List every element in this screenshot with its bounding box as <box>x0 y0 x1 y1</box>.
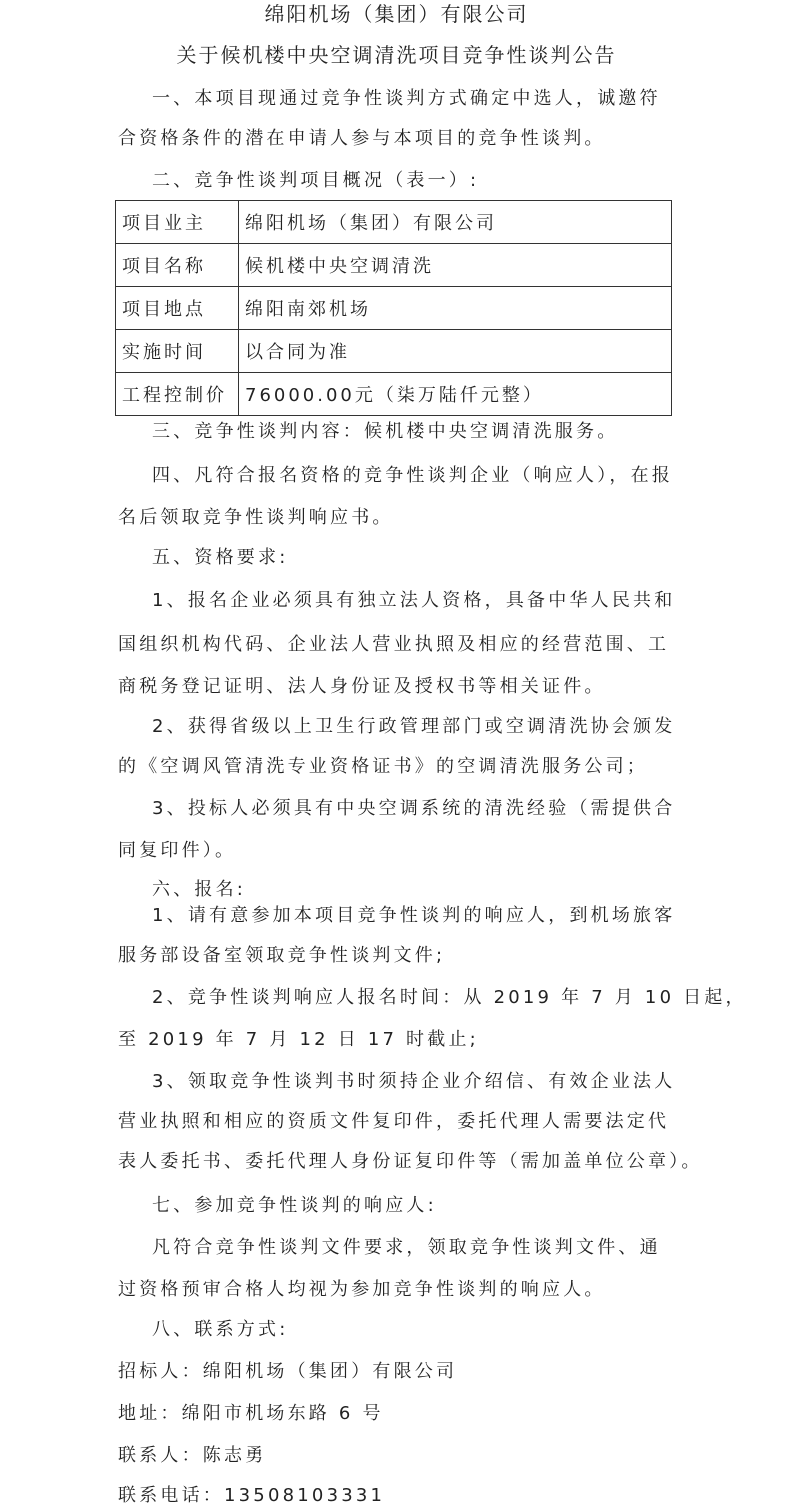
paragraph-line: 营业执照和相应的资质文件复印件，委托代理人需要法定代 <box>118 1111 670 1132</box>
paragraph-line: 国组织机构代码、企业法人营业执照及相应的经营范围、工 <box>118 634 670 655</box>
document-title: 绵阳机场（集团）有限公司 <box>264 2 529 26</box>
paragraph-line: 3、投标人必须具有中央空调系统的清洗经验（需提供合 <box>152 798 676 819</box>
paragraph-line: 1、请有意参加本项目竞争性谈判的响应人，到机场旅客 <box>152 905 676 926</box>
project-overview-table <box>115 200 672 416</box>
table-key: 项目名称 <box>116 244 239 287</box>
paragraph-line: 的《空调风管清洗专业资格证书》的空调清洗服务公司； <box>118 756 648 777</box>
paragraph-line: 凡符合竞争性谈判文件要求，领取竞争性谈判文件、通 <box>152 1237 661 1258</box>
table-row <box>116 244 672 287</box>
paragraph-line: 表人委托书、委托代理人身份证复印件等（需加盖单位公章）。 <box>118 1151 703 1172</box>
paragraph-line: 3、领取竞争性谈判书时须持企业介绍信、有效企业法人 <box>152 1071 676 1092</box>
paragraph-line: 四、凡符合报名资格的竞争性谈判企业（响应人），在报 <box>152 465 673 486</box>
document-subtitle: 关于候机楼中央空调清洗项目竞争性谈判公告 <box>176 43 617 67</box>
paragraph-line: 2、获得省级以上卫生行政管理部门或空调清洗协会颁发 <box>152 716 676 737</box>
table-value: 绵阳南郊机场 <box>239 287 672 330</box>
paragraph-line: 六、报名: <box>152 879 247 900</box>
table-value: 绵阳机场（集团）有限公司 <box>239 201 672 244</box>
table-row <box>116 373 672 416</box>
table-value: 候机楼中央空调清洗 <box>239 244 672 287</box>
table-value: 76000.00元（柒万陆仟元整） <box>239 373 672 416</box>
paragraph-line: 商税务登记证明、法人身份证及授权书等相关证件。 <box>118 676 606 697</box>
table-key: 项目地点 <box>116 287 239 330</box>
paragraph-line: 联系人：陈志勇 <box>118 1445 267 1466</box>
paragraph-line: 一、本项目现通过竞争性谈判方式确定中选人，诚邀符 <box>152 88 661 109</box>
paragraph-line: 七、参加竞争性谈判的响应人: <box>152 1195 437 1216</box>
table-row <box>116 201 672 244</box>
paragraph-line: 同复印件）。 <box>118 840 237 861</box>
table-key: 项目业主 <box>116 201 239 244</box>
table-key: 工程控制价 <box>116 373 239 416</box>
paragraph-line: 联系电话：13508103331 <box>118 1485 386 1506</box>
paragraph-line: 五、资格要求: <box>152 547 289 568</box>
table-key: 实施时间 <box>116 330 239 373</box>
paragraph-line: 二、竞争性谈判项目概况（表一）: <box>152 170 480 191</box>
paragraph-line: 至 2019 年 7 月 12 日 17 时截止; <box>118 1029 479 1050</box>
paragraph-line: 八、联系方式: <box>152 1319 289 1340</box>
table-row <box>116 330 672 373</box>
paragraph-line: 服务部设备室领取竞争性谈判文件; <box>118 945 446 966</box>
table-value: 以合同为准 <box>239 330 672 373</box>
paragraph-line: 名后领取竞争性谈判响应书。 <box>118 507 394 528</box>
paragraph-line: 过资格预审合格人均视为参加竞争性谈判的响应人。 <box>118 1279 606 1300</box>
paragraph-line: 1、报名企业必须具有独立法人资格，具备中华人民共和 <box>152 590 676 611</box>
table-row <box>116 287 672 330</box>
paragraph-line: 合资格条件的潜在申请人参与本项目的竞争性谈判。 <box>118 128 606 149</box>
paragraph-line: 地址：绵阳市机场东路 6 号 <box>118 1403 384 1424</box>
paragraph-line: 招标人：绵阳机场（集团）有限公司 <box>118 1361 458 1382</box>
paragraph-line: 三、竞争性谈判内容：候机楼中央空调清洗服务。 <box>152 421 619 442</box>
paragraph-line: 2、竞争性谈判响应人报名时间：从 2019 年 7 月 10 日起， <box>152 987 747 1008</box>
